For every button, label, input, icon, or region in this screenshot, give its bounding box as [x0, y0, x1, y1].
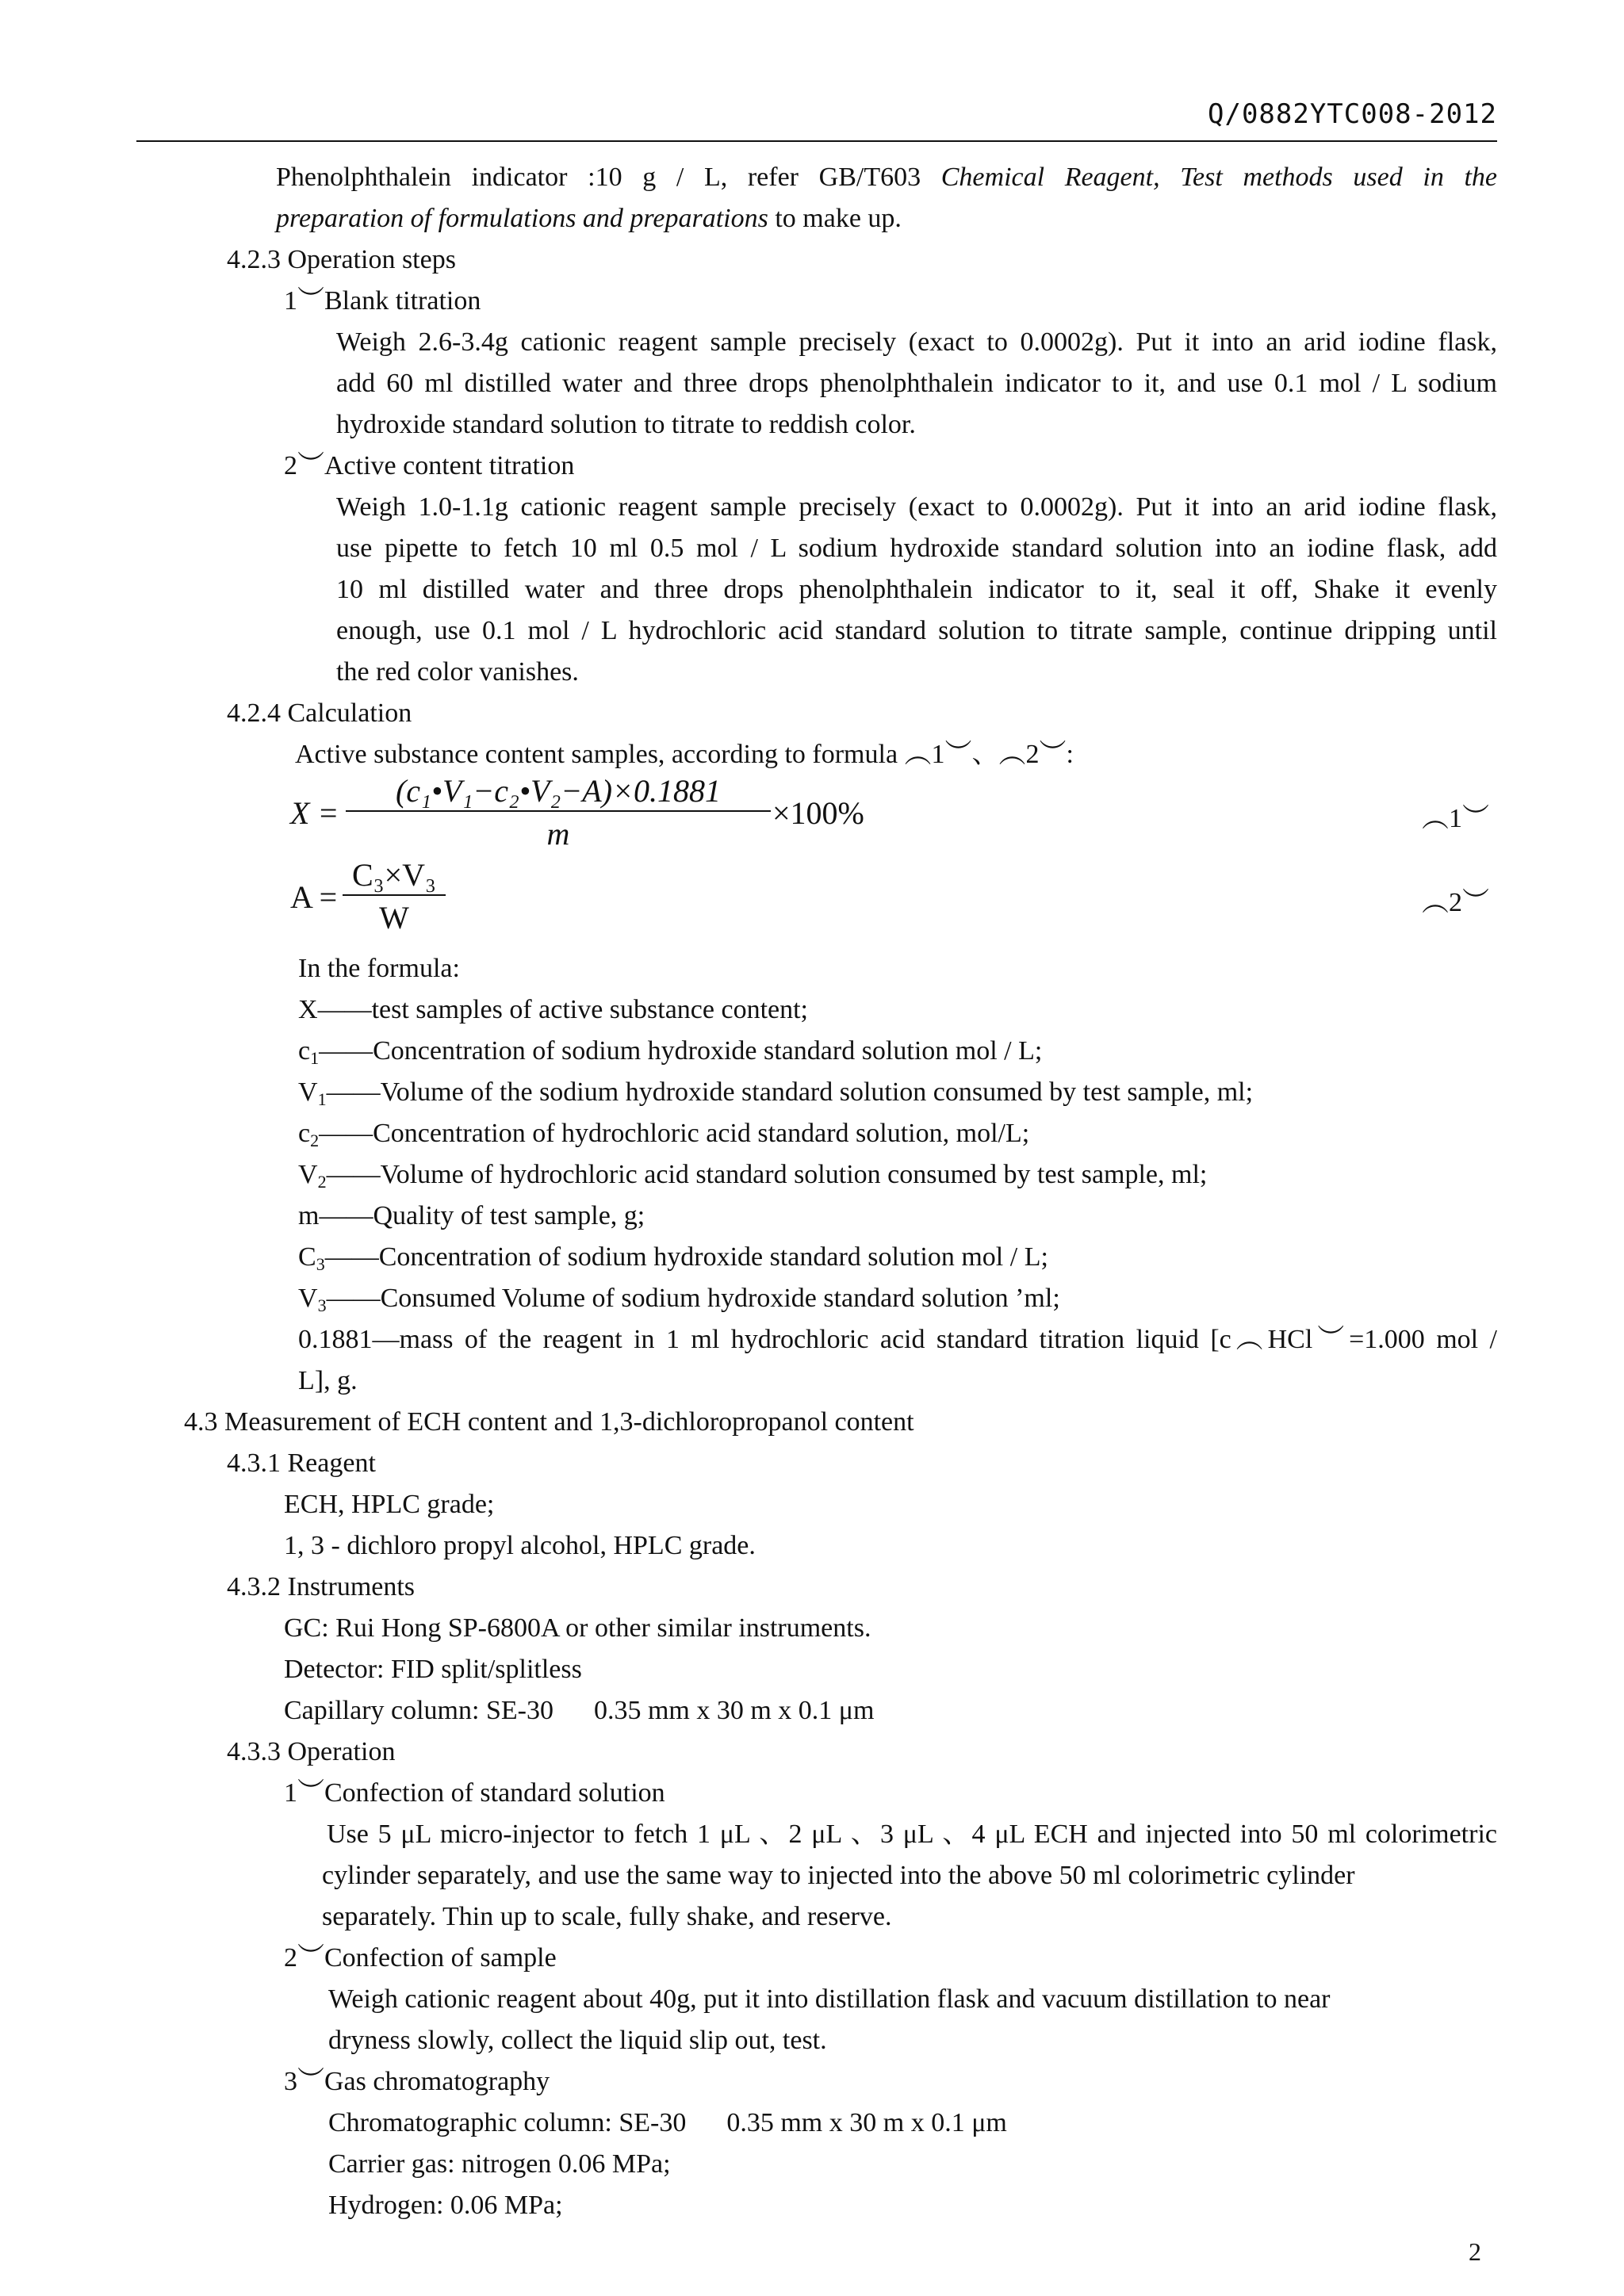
formula-2-lhs: A = [290, 879, 338, 915]
variable-definition: $V_2——Volume$ of hydrochloric acid standard solution consumed by test sample, ml; [298, 1160, 1208, 1192]
reagent-item: 1, 3 - dichloro propyl alcohol, HPLC grade. [284, 1531, 756, 1560]
step-2-label: 2︶Active content titration [284, 451, 575, 480]
operation-2-label: 2︶Confection of sample [284, 1943, 557, 1973]
step-1-text-line: hydroxide standard solution to titrate to reddish color. [336, 410, 916, 439]
section-heading-4-3-1: 4.3.1 Reagent [227, 1448, 376, 1478]
section-heading-4-3: 4.3 Measurement of ECH content and 1,3-dichloropropanol content [184, 1407, 914, 1437]
operation-2-text-line: dryness slowly, collect the liquid slip out, test. [328, 2026, 827, 2055]
variable-definition: $C_3——Concentration$ of sodium hydroxide standard solution mol / L; [298, 1242, 1048, 1274]
equation-number-1: ︵1︶ [1422, 804, 1489, 833]
formula-2-numerator: C₃×V₃ [351, 857, 436, 893]
intro-line-2 [276, 203, 902, 235]
formula-2-denominator: W [379, 900, 409, 936]
intro-text: Phenolphthalein indicator [276, 163, 588, 192]
operation-1-text-line: separately. Thin up to scale, fully shake, and reserve. [322, 1902, 892, 1931]
operation-3-label: 3︶Gas chromatography [284, 2067, 550, 2096]
step-2-text-line: 10 ml distilled water and three drops phenolphthalein indicator to it, seal it off, Shake it evenly [336, 575, 1497, 604]
variable-definition: $V_3——Consumed$ Volume of sodium hydroxide standard solution ’ml; [298, 1284, 1060, 1315]
formula-1-tail: ×100% [772, 795, 864, 831]
step-2-text-line: enough, use 0.1 mol / L hydrochloric acid standard solution to titrate sample, continue dripping until [336, 616, 1497, 645]
instrument-item: GC: Rui Hong SP-6800A or other similar instruments. [284, 1613, 871, 1643]
instrument-item: Capillary column: SE-30 0.35 mm x 30 m x 0.1 μm [284, 1696, 875, 1725]
intro-italic-title: preparation of formulations and preparations [276, 204, 768, 233]
operation-3-text-line: Hydrogen: 0.06 MPa; [328, 2191, 563, 2220]
mass-definition-line-2: L], g. [298, 1366, 358, 1395]
section-heading-4-2-4: 4.2.4 Calculation [227, 698, 412, 728]
header-rule [136, 140, 1497, 142]
intro-colon: : [588, 163, 596, 192]
operation-3-text-line: Chromatographic column: SE-30 0.35 mm x 30 m x 0.1 μm [328, 2108, 1007, 2137]
variable-definition: $c_2——Concentration$ of hydrochloric acid standard solution, mol/L; [298, 1119, 1030, 1150]
page-number: 2 [1469, 2237, 1481, 2266]
instrument-item: Detector: FID split/splitless [284, 1655, 582, 1684]
variable-definition: $c_1——Concentration$ of sodium hydroxide standard solution mol / L; [298, 1036, 1043, 1068]
step-1-text-line: add 60 ml distilled water and three drops phenolphthalein indicator to it, and use 0.1 mol / L sodium [336, 369, 1497, 398]
formula-1-numerator: (c₁•V₁−c₂•V₂−A)×0.1881 [395, 773, 722, 809]
formula-2-fraction-bar [343, 894, 446, 896]
section-heading-4-3-3: 4.3.3 Operation [227, 1737, 396, 1766]
document-code: Q/0882YTC008-2012 [1208, 98, 1497, 130]
operation-1-label: 1︶Confection of standard solution [284, 1778, 665, 1808]
intro-text: 10 g / L, refer GB/T603 [595, 163, 941, 192]
step-2-text-line: Weigh 1.0-1.1g cationic reagent sample precisely (exact to 0.0002g). Put it into an arid iodine flask, [336, 492, 1497, 522]
section-heading-4-2-3: 4.2.3 Operation steps [227, 245, 456, 274]
variable-definition: m——Quality of test sample, g; [298, 1201, 645, 1230]
variable-definition: X——test samples of active substance content; [298, 995, 809, 1024]
formula-1-denominator: m [546, 816, 570, 851]
step-2-text-line: use pipette to fetch 10 ml 0.5 mol / L sodium hydroxide standard solution into an iodine flask, add [336, 534, 1497, 563]
intro-italic-title: Chemical Reagent, Test methods used in the [940, 163, 1498, 192]
calculation-intro: Active substance content samples, according to formula ︵1︶、︵2︶: [295, 740, 1074, 769]
in-formula-label: In the formula: [298, 954, 460, 983]
mass-definition-line-1: 0.1881—mass of the reagent in 1 ml hydrochloric acid standard titration liquid [c︵HCl︶=1.000 mol / [298, 1325, 1497, 1354]
operation-2-text-line: Weigh cationic reagent about 40g, put it into distillation flask and vacuum distillation to near [328, 1984, 1331, 2014]
intro-line-1 [276, 162, 1497, 193]
equation-number-2: ︵2︶ [1422, 888, 1489, 917]
variable-definition: $V_1——Volume$ of the sodium hydroxide standard solution consumed by test sample, ml; [298, 1077, 1254, 1109]
operation-1-text-line: cylinder separately, and use the same way to injected into the above 50 ml colorimetric cylinder [322, 1861, 1355, 1890]
formula-1-fraction-bar [346, 810, 771, 812]
reagent-item: ECH, HPLC grade; [284, 1490, 495, 1519]
operation-3-text-line: Carrier gas: nitrogen 0.06 MPa; [328, 2149, 671, 2179]
intro-text: to make up. [768, 204, 902, 233]
step-1-text-line: Weigh 2.6-3.4g cationic reagent sample precisely (exact to 0.0002g). Put it into an arid iodine flask, [336, 327, 1497, 357]
formula-1-lhs: X = [290, 795, 339, 831]
step-2-text-line: the red color vanishes. [336, 657, 579, 687]
section-heading-4-3-2: 4.3.2 Instruments [227, 1572, 416, 1601]
operation-1-text-line: Use 5 μL micro-injector to fetch 1 μL 、2 μL 、3 μL 、4 μL ECH and injected into 50 ml colorimetric [327, 1820, 1497, 1849]
step-1-label: 1︶Blank titration [284, 286, 481, 316]
